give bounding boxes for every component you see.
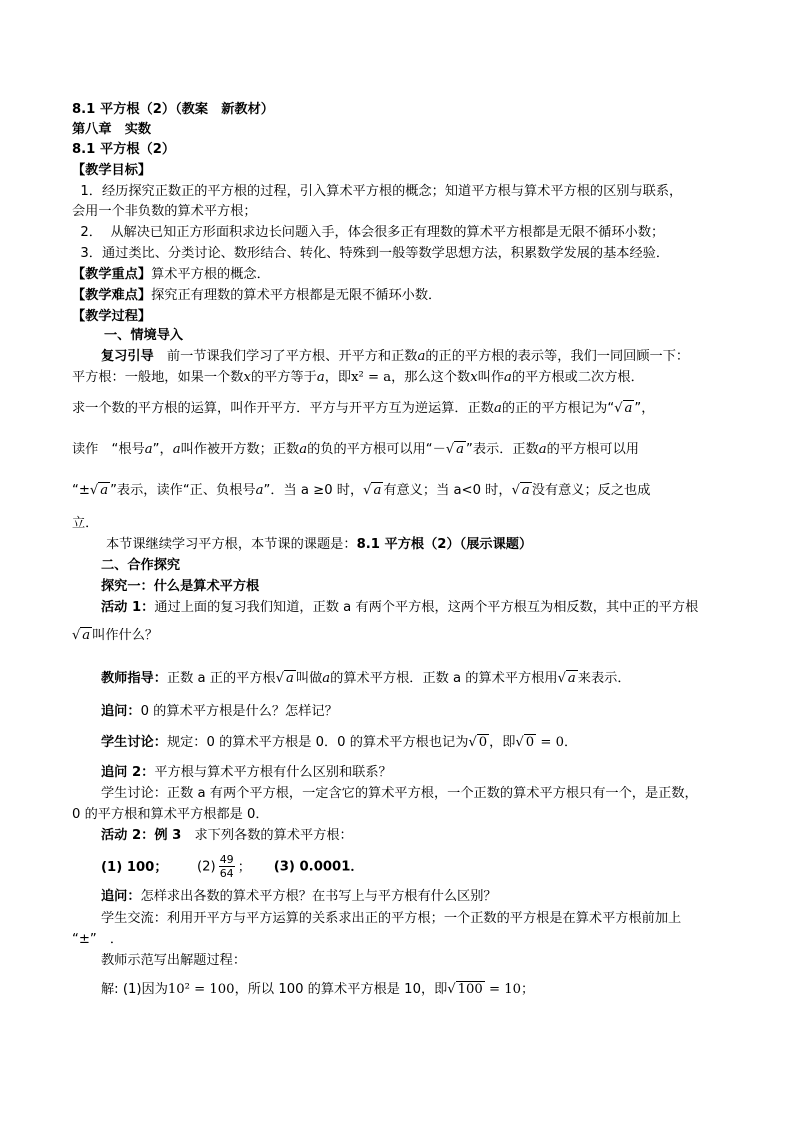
question-text: 叫作什么？ [92,628,159,643]
guide-text-4: 来表示． [577,671,631,686]
chapter-heading: 第八章 实数 [72,122,152,137]
teacher-demo-line: 教师示范写出解题过程： [101,953,247,968]
topic-text: 本节课继续学习平方根，本节课的课题是： [106,537,357,552]
solution-text-3: = 10； [484,982,535,997]
fraction-49-64 [219,853,235,880]
var-a: a [417,349,426,364]
def-text-5: 叫作 [477,370,505,385]
student-discussion-2-line1: 学生讨论：正数 a 有两个平方根，一定含它的算术平方根，一个正数的算术平方根只有一个，是正数， [101,786,698,801]
pm-text-2: ”表示，读作“正、负根号 [110,483,256,498]
radicand: a [624,401,633,416]
radical-sign: √ [557,671,566,686]
radical-sign: √ [445,442,455,457]
difficulty-text: 探究正有理数的算术平方根都是无限不循环小数． [151,288,442,303]
read-text-5: ”表示．正数 [466,442,539,457]
part-2-heading: 二、合作探究 [101,558,181,573]
radicand: a [456,442,465,457]
objective-3: 3．通过类比、分类讨论、数形结合、转化、特殊到一般等数学思想方法，积累数学发展的基本经验． [72,246,670,261]
review-text-2: 的正的平方根的表示等，我们一同回顾一下： [425,349,690,364]
key-point-text: 算术平方根的概念． [151,267,270,282]
var-x: x [243,370,251,385]
follow-up-3 [101,888,497,906]
guide-text-2: 叫做 [295,671,323,686]
op-text-2: 的正的平方根记为“ [501,401,615,416]
objective-1-line1: 1．经历探究正数正的平方根的过程，引入算术平方根的概念；知道平方根与算术平方根的区别与联系， [72,184,683,199]
radicand: a [82,628,91,643]
radicand: 0 [525,735,535,750]
formula-x-squared: x² = a [351,370,392,385]
radicand: 100 [457,982,483,997]
key-point-label: 【教学重点】 [72,267,152,282]
student-exchange-line2: “±” ． [72,932,124,947]
follow-up-text: 0 的算术平方根是什么？怎样记？ [140,704,338,719]
follow-up-2-label: 追问 2： [101,765,155,780]
activity-2-line [101,827,353,845]
var-a: a [255,483,264,498]
read-text-6: 的平方根可以用 [546,442,639,457]
def-text-2: 的平方等于 [250,370,317,385]
activity-1-line [101,599,698,617]
pm-text-5: 没有意义；反之也成 [531,483,651,498]
solution-text-1: 解: (1)因为 [101,982,168,997]
follow-up-label: 追问： [101,704,141,719]
teacher-guide-line [101,670,631,688]
var-a: a [299,442,308,457]
example-item-3: (3) 0.0001． [273,859,364,875]
def-text-3: ，即 [324,370,352,385]
radicand: a [286,671,294,686]
radical-sign: √ [72,628,81,643]
process-heading: 【教学过程】 [72,309,152,324]
key-point-line [72,266,270,284]
radical-sign: √ [468,735,477,750]
radical-sign: √ [447,982,456,997]
def-text-6: 的平方根或二次方根． [511,370,644,385]
var-a: a [322,671,331,686]
var-a: a [494,401,502,416]
section-heading: 8.1 平方根（2） [72,142,176,157]
difficulty-label: 【教学难点】 [72,288,152,303]
solution-text-2: ，所以 100 的算术平方根是 10，即 [234,982,448,997]
discussion-label: 学生讨论： [101,735,167,750]
discussion-text-1: 规定：0 的算术平方根是 0．0 的算术平方根也记为 [166,735,469,750]
pm-line [72,482,650,500]
doc-title: 8.1 平方根（2）（教案 新教材） [72,102,274,117]
var-a: a [172,442,181,457]
def-text-1: 平方根：一般地，如果一个数 [72,370,244,385]
follow-up-2 [101,764,392,782]
activity-1-question [72,627,158,645]
example-item-1: (1) 100； [101,859,168,875]
guide-text-1: 正数 a 正的平方根 [166,671,276,686]
objective-2: 2． 从解决已知正方形面积求边长问题入手，体会很多正有理数的算术平方根都是无限不循环小数； [72,225,665,240]
radical-sign: √ [614,401,623,416]
follow-up-3-text: 怎样求出各数的算术平方根？在书写上与平方根有什么区别？ [140,889,497,904]
operation-line [72,400,654,418]
review-line [101,348,689,366]
radicand: a [373,483,382,498]
radicand: a [100,483,109,498]
var-a: a [504,370,512,385]
var-a: a [144,442,153,457]
definition-line [72,369,644,387]
read-text-3: 叫作被开方数；正数 [180,442,300,457]
student-discussion-1 [101,734,577,752]
read-text-1: 读作 “根号 [72,442,145,457]
op-text-3: ”， [634,401,655,416]
topic-title: 8.1 平方根（2）（展示课题） [356,537,533,552]
pm-text-1: “± [72,483,90,498]
example-item-2-end: ； [237,859,251,875]
difficulty-line [72,287,441,305]
activity-1-text: 通过上面的复习我们知道，正数 a 有两个平方根，这两个平方根互为相反数，其中正的平方根 [154,600,699,615]
review-label: 复习引导 [101,349,154,364]
var-a: a [316,370,325,385]
radical-sign: √ [515,735,524,750]
read-text-4: 的负的平方根可以用“－ [307,442,446,457]
objective-1-line2: 会用一个非负数的算术平方根； [72,204,257,219]
radicand: 0 [478,735,488,750]
var-x: x [470,370,478,385]
guide-text-3: 的算术平方根．正数 a 的算术平方根用 [330,671,558,686]
radical-sign: √ [89,483,99,498]
activity-2-label: 活动 2：例 3 [101,828,182,843]
activity-2-text: 求下列各数的算术平方根： [181,828,353,843]
pm-text-3: ”．当 a ≥0 时， [263,483,364,498]
def-text-4: ，那么这个数 [391,370,471,385]
formula-10-squared: 10² = 100 [167,982,235,997]
follow-up-1 [101,703,338,721]
radical-sign: √ [363,483,372,498]
radicand: a [567,671,576,686]
discussion-text-2: ，即 [489,735,516,750]
teacher-guide-label: 教师指导： [101,671,167,686]
topic-line [106,536,532,554]
fraction-denominator: 64 [219,867,234,880]
pm-text-4: 有意义；当 a<0 时， [383,483,512,498]
pm-line-end: 立． [72,516,99,531]
radical-sign: √ [275,671,285,686]
activity-1-label: 活动 1： [101,600,155,615]
read-text-2: ”， [152,442,173,457]
solution-line [101,981,534,999]
follow-up-3-label: 追问： [101,889,141,904]
objectives-heading: 【教学目标】 [72,163,152,178]
review-text-1: 前一节课我们学习了平方根、开平方和正数 [153,349,418,364]
follow-up-2-text: 平方根与算术平方根有什么区别和联系？ [154,765,392,780]
radicand: a [521,483,530,498]
student-discussion-2-line2: 0 的平方根和算术平方根都是 0． [72,807,269,822]
example-item-2-label: (2) [197,859,216,875]
part-1-heading: 一、情境导入 [104,328,184,343]
example-items [101,853,364,881]
explore-1-heading: 探究一：什么是算术平方根 [101,579,260,594]
radical-sign: √ [511,483,520,498]
var-a: a [538,442,547,457]
reading-line [72,441,639,459]
student-exchange-line1: 学生交流：利用开平方与平方运算的关系求出正的平方根；一个正数的平方根是在算术平方根前加上 [101,911,682,926]
discussion-text-3: = 0． [536,735,578,750]
fraction-numerator: 49 [219,853,234,866]
op-text-1: 求一个数的平方根的运算，叫作开平方．平方与开平方互为逆运算．正数 [72,401,494,416]
